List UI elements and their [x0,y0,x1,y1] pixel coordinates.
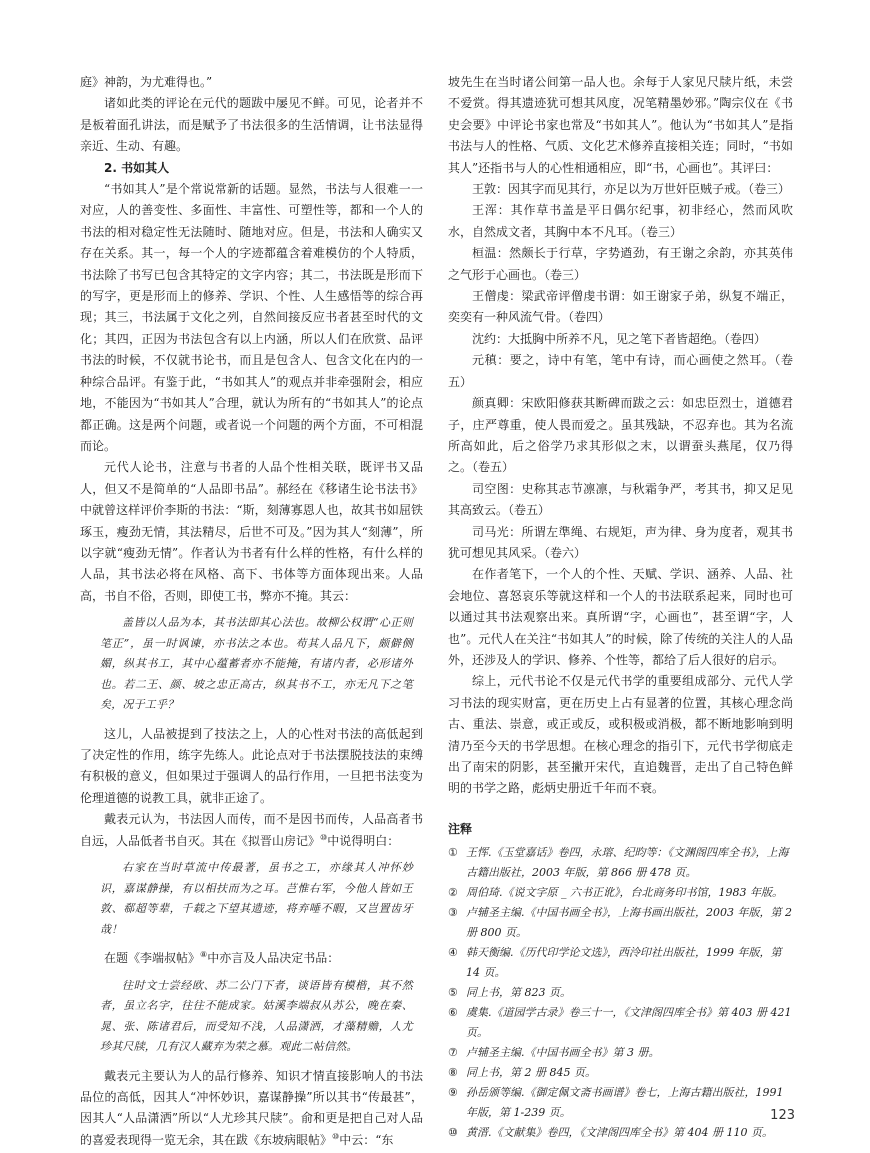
citation-item: 颜真卿：宋欧阳修获其断碑而跋之云：如忠臣烈士，道德君子，庄严尊重，使人畏而爱之。虽其残缺，不忍弃也。其为名流所高如此，后之俗学乃求其形似之末，以谓蚕头燕尾，仅乃得之。（卷五） [448,396,793,475]
paragraph [80,948,423,969]
footnote-item [448,983,793,1003]
footnote-number: ⑤ [448,985,458,999]
right-column [448,72,793,1143]
notes-heading: 注释 [448,821,473,836]
footnote-text: 孙岳颁等编.《御定佩文斋书画谱》卷七，上海古籍出版社，1991 年版，第 1-239 页。 [466,1085,784,1119]
paragraph: 诸如此类的评论在元代的题跋中屡见不鲜。可见，论者并不是板着面孔讲法，而是赋予了书法很多的生活情调，让书法显得亲近、生动、有趣。 [80,96,423,154]
block-quote: 往时文士尝经欧、苏二公门下者，谈语皆有模楷，其不然者，虽立名字，往往不能成家。姑溪李端叔从苏公，晚在秦、晁、张、陈诸君后，而受知不浅，人品潇洒，才藻精赡，人尤珍其尺牍，几有汉人藏弃为荣之慕。观此二帖信然。 [100,978,413,1053]
footnote-text: 卢辅圣主编.《中国书画全书》，上海书画出版社，2003 年版，第 2 册 800 页。 [466,905,792,939]
footnote-number: ⑦ [448,1045,458,1059]
citation-item: 沈约：大抵胸中所养不凡，见之笔下者皆超绝。（卷四） [472,331,767,346]
footnote-item [448,1083,793,1123]
footnote-text: 同上书，第 823 页。 [466,985,571,999]
footnote-number: ① [448,845,458,859]
footnote-text: 韩天衡编.《历代印学论文选》，西泠印社出版社，1999 年版，第 14 页。 [466,945,782,979]
footnote-item [448,903,793,943]
footnote-number: ⑥ [448,1005,458,1019]
footnote-item [448,883,793,903]
footnote-text: 同上书，第 2 册 845 页。 [466,1065,596,1079]
footnote-number: ③ [448,905,458,919]
footnote-item [448,1063,793,1083]
paragraph: 元代人论书，注意与书者的人品个性相关联，既评书又品人，但又不是简单的“人品即书品”。郝经在《移诸生论书法书》中就曾这样评价李斯的书法：“斯，刻薄寡恩人也，故其书如屈铁琢玉，瘦劲无情，其法精尽，后世不可及。”因为其人“刻薄”，所以字就“瘦劲无情”。作者认为书者有什么样的性格，有什么样的人品，其书法必将在风格、高下、书体等方面体现出来。人品高，书自不俗，否则，即使工书，弊亦不掩。其云： [80,460,423,603]
paragraph: 这儿，人品被提到了技法之上，人的心性对书法的高低起到了决定性的作用，练字先练人。此论点对于书法摆脱技法的束缚有积极的意义，但如果过于强调人的品行作用，一旦把书法变为伦理道德的说教工具，就非正途了。 [80,726,423,805]
paragraph: 综上，元代书论不仅是元代书学的重要组成部分、元代人学习书法的现实财富，更在历史上占有显著的位置，其核心理念尚古、重法、崇意，或正或反，或积极或消极，都不断地影响到明清乃至今天的书学思想。在核心理念的指引下，元代书学彻底走出了南宋的阴影，甚至撇开宋代，直追魏晋，走出了自己特色鲜明的书学之路，彪炳史册近千年而不衰。 [448,674,793,796]
text-run: 戴表元认为，书法因人而传，而不是因书而传，人品高者书自远，人品低者书自灭。其在《拟晋山房记》 [80,812,423,848]
text-run: 中云：“东 [339,1132,394,1147]
citation-item: 司马光：所谓左準绳、右规矩，声为律、身为度者，观其书犹可想见其风采。（卷六） [448,524,793,560]
citation-item: 司空图：史称其志节凛凛，与秋霜争严，考其书，抑又足见其高致云。（卷五） [448,481,793,518]
paragraph: 在作者笔下，一个人的个性、天赋、学识、涵养、人品、社会地位、喜怒哀乐等就这样和一个人的书法联系起来，同时也可以通过其书法观察出来。真所谓“字，心画也”，甚至谓“字，人也”。元代人在关注“书如其人”的时候，除了传统的关注人的人品外，还涉及人的学识、修养、个性等，都给了后人很好的启示。 [448,567,793,667]
footnote-number: ② [448,885,458,899]
citation-item: 王浑：其作草书盖是平日偶尔纪事，初非经心，然而风吹水，自然成文者，其胸中本不凡耳。（卷三） [448,203,793,239]
footnote-item [448,1123,793,1143]
citation-item: 桓温：然颇长于行草，字势遒劲，有王谢之余韵，亦其英伟之气形于心画也。（卷三） [448,246,793,282]
footnote-text: 卢辅圣主编.《中国书画全书》第 3 册。 [466,1045,660,1059]
footnote-number: ⑧ [448,1065,458,1079]
footnote-item [448,1003,793,1043]
text-run: 中说得明白： [327,833,400,848]
text-run: 戴表元主要认为人的品行修养、知识才情直接影响人的书法品位的高低，因其人“冲怀妙识，嘉谋静操”所以其书“传最甚”，因其人“人品潇洒”所以“人尤珍其尺牍”。俞和更是把自己对人品的喜爱表现得一览无余，其在跋《东坡病眼帖》 [80,1068,423,1147]
paragraph: 庭》神韵，为尤难得也。” [80,75,213,89]
citation-item: 王僧虔：梁武帝评僧虔书谓：如王谢家子弟，纵复不端正，奕奕有一种风流气骨。（卷四） [448,289,793,325]
text-run: 中亦言及人品决定书品： [207,951,340,966]
footnote-number: ④ [448,945,458,959]
citation-item: 元稹：要之，诗中有笔，笔中有诗，而心画使之然耳。（卷五） [448,353,793,389]
footnote-ref: ⑩ [320,832,328,842]
left-column [80,72,423,1151]
footnote-number: ⑨ [448,1085,458,1099]
paragraph: 坡先生在当时诸公间第一品人也。余每于人家见尺牍片纸，未尝不爱赏。得其遗迹犹可想其风度，况笔精墨妙邪。”陶宗仪在《书史会要》中评论书家也常及“书如其人”。他认为“书如其人”是指书法与人的性格、气质、文化艺术修养直接相关连；同时，“书如其人”还指书与人的心性相通相应，即“书，心画也”。其评曰： [448,75,793,175]
citation-item: 王敦：因其字而见其行，亦足以为万世奸臣贼子戒。（卷三） [472,182,791,197]
footnote-ref: ⑧ [200,950,208,960]
footnote-item [448,1043,793,1063]
footnote-text: 周伯琦.《说文字原 _ 六书正讹》，台北商务印书馆，1983 年版。 [466,885,783,899]
footnote-text: 黄溍.《文献集》卷四，《文津阁四库全书》第 404 册 110 页。 [466,1125,773,1139]
paragraph [80,809,423,852]
footnote-item [448,943,793,983]
paragraph: “书如其人”是个常说常新的话题。显然，书法与人很难一一对应，人的善变性、多面性、丰富性、可塑性等，都和一个人的书法的相对稳定性无法随时、随地对应。但是，书法和人确实又存在关系。其一，每一个人的字迹都蕴含着难模仿的个人特质，书法除了书写已包含其特定的文字内容；其二，书法既是形而下的写字，更是形而上的修养、学识、个性、人生感悟等的综合再现；其三，书法属于文化之列，自然间接反应书者甚至时代的文化；其四，正因为书法包含有以上内涵，所以人们在欣赏、品评书法的时候，不仅就书论书，而且是包含人、包含文化在内的一种综合品评。有鉴于此，“书如其人”的观点并非牵强附会，相应地，不能因为“书如其人”合理，就认为所有的“书如其人”的论点都正确。这是两个问题，或者说一个问题的两个方面，不可相混而论。 [80,182,423,453]
section-heading: 2. 书如其人 [104,160,170,175]
text-run: 在题《李端叔帖》 [104,951,201,966]
block-quote: 右家在当时草流中传最著，虽书之工，亦缘其人冲怀妙识，嘉谋静操，有以相扶而为之耳。芑惟右军，今他人皆如王敦、郗超等辈，千载之下望其遗迹，将弃唾不暇，又岂置齿牙哉！ [100,861,413,936]
footnote-ref: ⑩ [332,1131,340,1141]
footnote-text: 王恽.《玉堂嘉话》卷四，永瑢、纪昀等：《文渊阁四库全书》，上海古籍出版社，2003 年版，第 866 册 478 页。 [466,845,789,879]
block-quote: 盖皆以人品为本，其书法即其心法也。故柳公权谓“心正则笔正”，虽一时讽谏，亦书法之本也。苟其人品凡下，颇僻侧媚，纵其书工，其中心蕴蓄者亦不能掩，有诸内者，必形诸外也。若二王、颜、坡之忠正高古，纵其书不工，亦无凡下之笔矣，况于工乎？ [100,616,413,712]
footnote-text: 虞集.《道园学古录》卷三十一，《文津阁四库全书》第 403 册 421 页。 [466,1005,792,1039]
footnote-item [448,843,793,883]
notes-list [448,843,793,1143]
footnote-number: ⑩ [448,1125,458,1139]
page-number: 123 [770,1108,795,1123]
paragraph [80,1066,423,1152]
